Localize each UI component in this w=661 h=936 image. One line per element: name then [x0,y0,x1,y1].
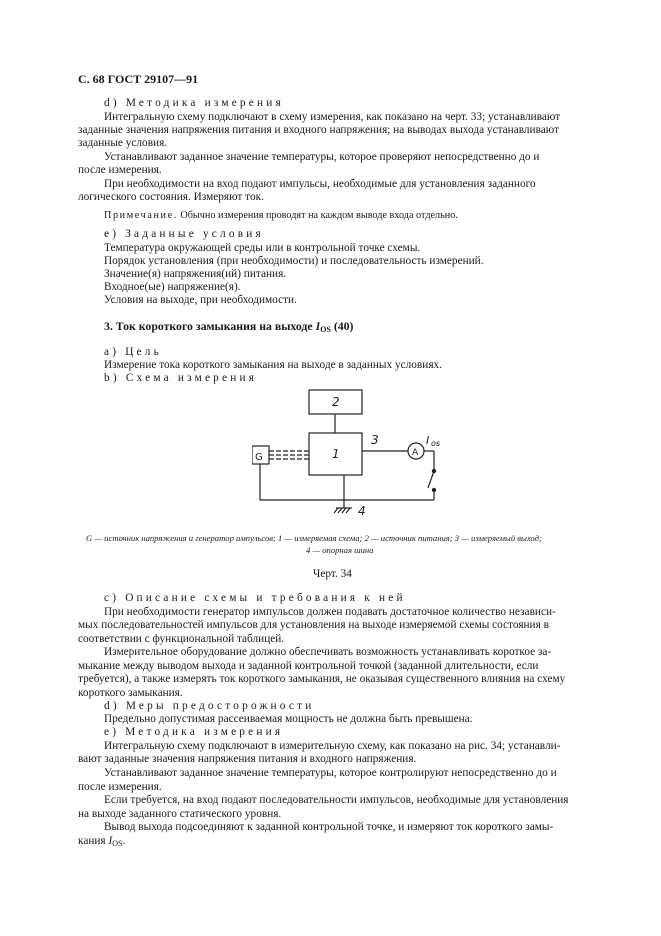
section-3-title: 3. Ток короткого замыкания на выходе [104,319,313,333]
current-subscript: os [431,439,441,448]
paragraph-line: вают заданные значения напряжения питания и входного напряжения. [78,753,417,765]
paragraph-line: мых последовательностей импульсов для установления на выходе измеряемой схемы состояния в [78,619,549,631]
list-item: Температура окружающей среды или в контрольной точке схемы. [104,242,421,254]
list-item: Условия на выходе, при необходимости. [104,294,297,306]
paragraph-line: короткого замыкания. [78,687,183,699]
section-3-subscript: OS [320,325,331,334]
note [104,209,458,223]
section-d2-title: d) Меры предосторожности [104,700,315,712]
page-header: С. 68 ГОСТ 29107—91 [78,72,199,86]
paragraph-line: после измерения. [78,781,162,793]
section-d1-title: d) Методика измерения [104,97,284,109]
section-3-number: (40) [333,319,354,333]
list-item: Входное(ые) напряжение(я). [104,281,241,293]
paragraph-line: заданные условия. [78,137,168,149]
section-e2-title: е) Методика измерения [104,726,284,738]
figure-number: Черт. 34 [313,568,352,580]
paragraph-line: При необходимости на вход подают импульсы, необходимые для установления заданного [104,178,536,190]
section-3-symbol: I [315,319,321,333]
ground-hatch [338,508,342,513]
paragraph-line: Устанавливают заданное значение температуры, которое проверяют непосредственно до и [104,151,540,163]
reference-label: 4 [358,504,366,518]
paragraph-line: При необходимости генератор импульсов должен подавать достаточное количество независи- [104,606,556,618]
ground-hatch [346,508,350,513]
ground-hatch [334,508,338,513]
output-label: 3 [371,433,379,447]
paragraph-line: на выходе заданного статического уровня. [78,808,282,820]
last-line-subscript: OS [112,839,123,848]
list-item: Порядок установления (при необходимости) и последовательность измерений. [104,255,484,267]
current-label: I [426,434,430,447]
paragraph-line-last [78,834,125,851]
circuit-schematic [252,388,452,524]
generator-label: G [255,452,263,463]
section-d2-text: Предельно допустимая рассеиваемая мощность не должна быть превышена. [104,713,473,725]
section-b-title: b) Схема измерения [104,372,258,384]
paragraph-line: Вывод выхода подсоединяют к заданной контрольной точке, и измеряют ток короткого замы- [104,821,554,833]
figure-caption-line2: 4 — опорная шина [306,545,374,555]
section-3-heading [104,319,353,337]
last-line-symbol: I [108,835,113,847]
block-2-label: 2 [332,395,340,409]
last-line-text: кания [78,835,106,847]
paragraph-line: соответствии с функциональной таблицей. [78,633,285,645]
figure-caption-line1: G — источник напряжения и генератор импульсов; 1 — измеряемая схема; 2 — источник питания; 3 — измеряемый выход; [86,533,542,543]
last-line-period: . [122,835,126,847]
ground-hatch [342,508,346,513]
paragraph-line: мыкание между выводом выхода и заданной контрольной точкой (заданной длительности, если [78,660,539,672]
note-label: Примечание. [104,210,178,221]
paragraph-line: Интегральную схему подключают в измерительную схему, как показано на рис. 34; устанавли- [104,740,561,752]
paragraph-line: Если требуется, на вход подают последовательности импульсов, необходимые для установления [104,794,569,806]
section-c-title: с) Описание схемы и требования к ней [104,592,406,604]
ammeter-label: A [412,448,419,458]
note-text: Обычно измерения проводят на каждом выводе входа отдельно. [180,210,458,221]
list-item: Значение(я) напряжения(ий) питания. [104,268,287,280]
paragraph-line: Устанавливают заданное значение температуры, которое контролируют непосредственно до и [104,767,557,779]
section-e1-title: е) Заданные условия [104,228,264,240]
paragraph-line: Интегральную схему подключают в схему измерения, как показано на черт. 33; устанавливают [104,111,561,123]
paragraph-line: Измерительное оборудование должно обеспечивать возможность устанавливать короткое за- [104,646,552,658]
block-1-label: 1 [332,447,340,461]
switch-lever [428,471,434,488]
paragraph-line: логического состояния. Измеряют ток. [78,191,264,203]
paragraph-line: после измерения. [78,164,162,176]
section-a-text: Измерение тока короткого замыкания на выходе в заданных условиях. [104,359,442,371]
paragraph-line: заданные значения напряжения питания и входного напряжения; на выводах выхода устанавливают [78,124,560,136]
paragraph-line: требуется), а также измерять ток короткого замыкания, не оказывая существенного влияния на схему [78,673,566,685]
section-a-title: а) Цель [104,346,162,358]
